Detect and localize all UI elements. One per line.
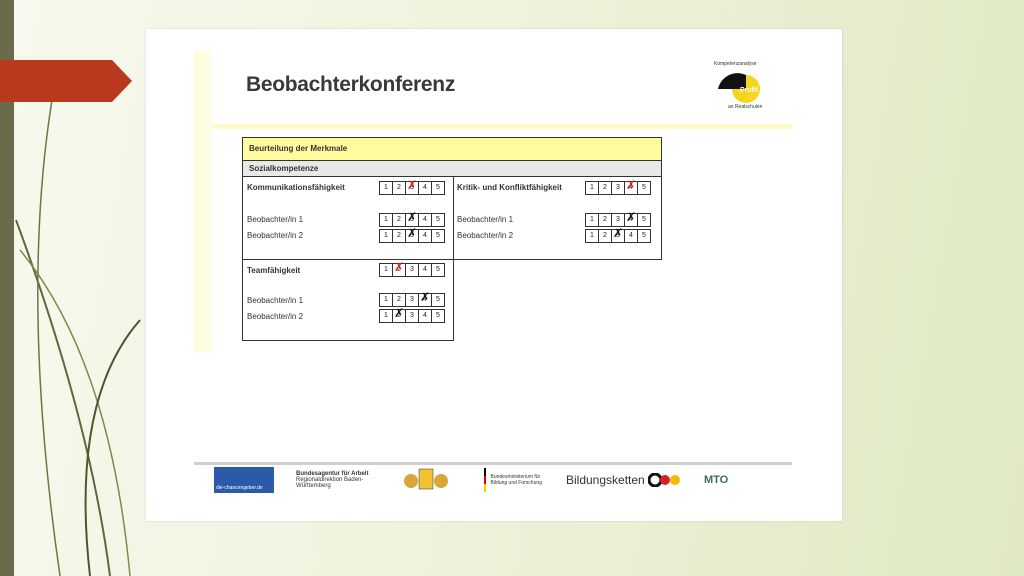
rating-scale[interactable] <box>379 213 445 227</box>
rating-cell[interactable]: 2 <box>393 182 406 194</box>
bildungsketten-text: Bildungsketten <box>566 473 645 487</box>
rating-scale[interactable] <box>585 181 651 195</box>
rating-cell[interactable]: 5 <box>436 216 440 223</box>
observer-label: Beobachter/in 2 <box>247 231 304 240</box>
rating-cell[interactable]: 5 <box>436 184 440 191</box>
rating-cell[interactable]: 2 <box>393 294 406 306</box>
chain-links-icon <box>648 473 684 487</box>
table-grid <box>243 177 661 259</box>
rating-cell[interactable]: 1 <box>586 214 599 226</box>
rating-cell[interactable]: 3 ✗ <box>406 214 419 226</box>
coat-of-arms-icon <box>401 465 451 495</box>
rating-cell[interactable]: 5 <box>642 216 646 223</box>
chancengeber-badge: die-chancengeber.de <box>214 467 274 493</box>
rating-scale[interactable] <box>379 309 445 323</box>
rating-cell[interactable]: 1 <box>380 264 393 276</box>
observer-label: Beobachter/in 2 <box>247 312 304 321</box>
observer-label: Beobachter/in 1 <box>457 215 514 224</box>
rating-cell[interactable]: 2 ✗ <box>393 264 406 276</box>
rating-cell[interactable]: 1 <box>586 230 599 242</box>
logo-mto <box>704 465 728 495</box>
rating-cell[interactable]: 3 <box>406 294 419 306</box>
rating-cell[interactable]: 4 <box>419 310 432 322</box>
slide-marker-arrow <box>112 60 132 102</box>
observer-label: Beobachter/in 2 <box>457 231 514 240</box>
rating-cell[interactable]: 4 <box>419 264 432 276</box>
rating-cell[interactable]: 4 <box>419 230 432 242</box>
rating-cell[interactable]: 5 <box>642 232 646 239</box>
group-label-team: Teamfähigkeit <box>247 266 301 275</box>
ba-subtitle: Regionaldirektion Baden-Württemberg <box>296 477 364 489</box>
slide-canvas <box>146 29 842 521</box>
ba-title: Bundesagentur für Arbeit <box>296 471 369 477</box>
observer-label: Beobachter/in 1 <box>247 296 304 305</box>
logo-chancengeber <box>214 465 274 495</box>
table-header: Beurteilung der Merkmale <box>243 138 661 161</box>
yellow-vertical-band <box>194 51 212 351</box>
rating-cell[interactable]: 3 ✗ <box>406 230 419 242</box>
group-label-communication: Kommunikationsfähigkeit <box>247 183 345 192</box>
rating-cell[interactable]: 1 <box>380 182 393 194</box>
rating-scale[interactable] <box>585 213 651 227</box>
rating-cell[interactable]: 5 <box>436 296 440 303</box>
rating-cell[interactable]: 3 <box>406 310 419 322</box>
rating-cell[interactable]: 5 <box>436 312 440 319</box>
slide-marker-tab <box>0 60 112 102</box>
rating-cell[interactable]: 2 <box>599 230 612 242</box>
rating-cell[interactable]: 2 ✗ <box>393 310 406 322</box>
rating-cell[interactable]: 1 <box>380 310 393 322</box>
rating-scale[interactable] <box>585 229 651 243</box>
table-subheader: Sozialkompetenze <box>243 161 661 177</box>
rating-cell[interactable]: 2 <box>393 230 406 242</box>
rating-cell[interactable]: 1 <box>380 230 393 242</box>
rating-cell[interactable]: 3 ✗ <box>612 230 625 242</box>
bmbf-text: Bundesministerium für Bildung und Forschung <box>490 474 542 486</box>
rating-scale[interactable] <box>379 229 445 243</box>
rating-cell[interactable]: 4 <box>419 182 432 194</box>
rating-cell[interactable]: 4 <box>625 230 638 242</box>
logo-bundesagentur <box>296 465 386 495</box>
rating-scale[interactable] <box>379 293 445 307</box>
rating-cell[interactable]: 5 <box>642 184 646 191</box>
group-label-conflict: Kritik- und Konfliktfähigkeit <box>457 183 562 192</box>
mto-text: MTO <box>704 474 729 486</box>
rating-cell[interactable]: 4 ✗ <box>419 294 432 306</box>
german-flag-icon <box>484 468 486 492</box>
rating-cell[interactable]: 4 ✗ <box>625 214 638 226</box>
rating-cell[interactable]: 3 <box>612 182 625 194</box>
logo-bildungsketten <box>566 465 684 495</box>
logo-text: Profil AC <box>740 87 770 94</box>
rating-cell[interactable]: 1 <box>380 294 393 306</box>
rating-cell[interactable]: 3 <box>612 214 625 226</box>
logo-bmbf <box>484 465 554 495</box>
rating-cell[interactable]: 5 <box>436 266 440 273</box>
rating-cell[interactable]: 2 <box>393 214 406 226</box>
logo-subcaption: an Realschulen <box>728 104 763 110</box>
rating-cell[interactable]: 2 <box>599 182 612 194</box>
rating-cell[interactable]: 4 ✗ <box>625 182 638 194</box>
logo-caption: Kompetenzanalyse <box>714 61 757 67</box>
yellow-horizontal-band <box>212 124 792 129</box>
rating-cell[interactable]: 2 <box>599 214 612 226</box>
column-divider <box>453 177 454 259</box>
logo-bw-coat-of-arms <box>401 465 451 495</box>
assessment-table <box>242 137 662 260</box>
rating-scale[interactable] <box>379 263 445 277</box>
slide-title: Beobachterkonferenz <box>246 73 456 96</box>
rating-cell[interactable]: 4 <box>419 214 432 226</box>
rating-cell[interactable]: 5 <box>436 232 440 239</box>
observer-label: Beobachter/in 1 <box>247 215 304 224</box>
rating-cell[interactable]: 3 ✗ <box>406 182 419 194</box>
team-table <box>242 259 454 341</box>
rating-cell[interactable]: 3 <box>406 264 419 276</box>
rating-scale[interactable] <box>379 181 445 195</box>
rating-cell[interactable]: 1 <box>586 182 599 194</box>
rating-cell[interactable]: 1 <box>380 214 393 226</box>
